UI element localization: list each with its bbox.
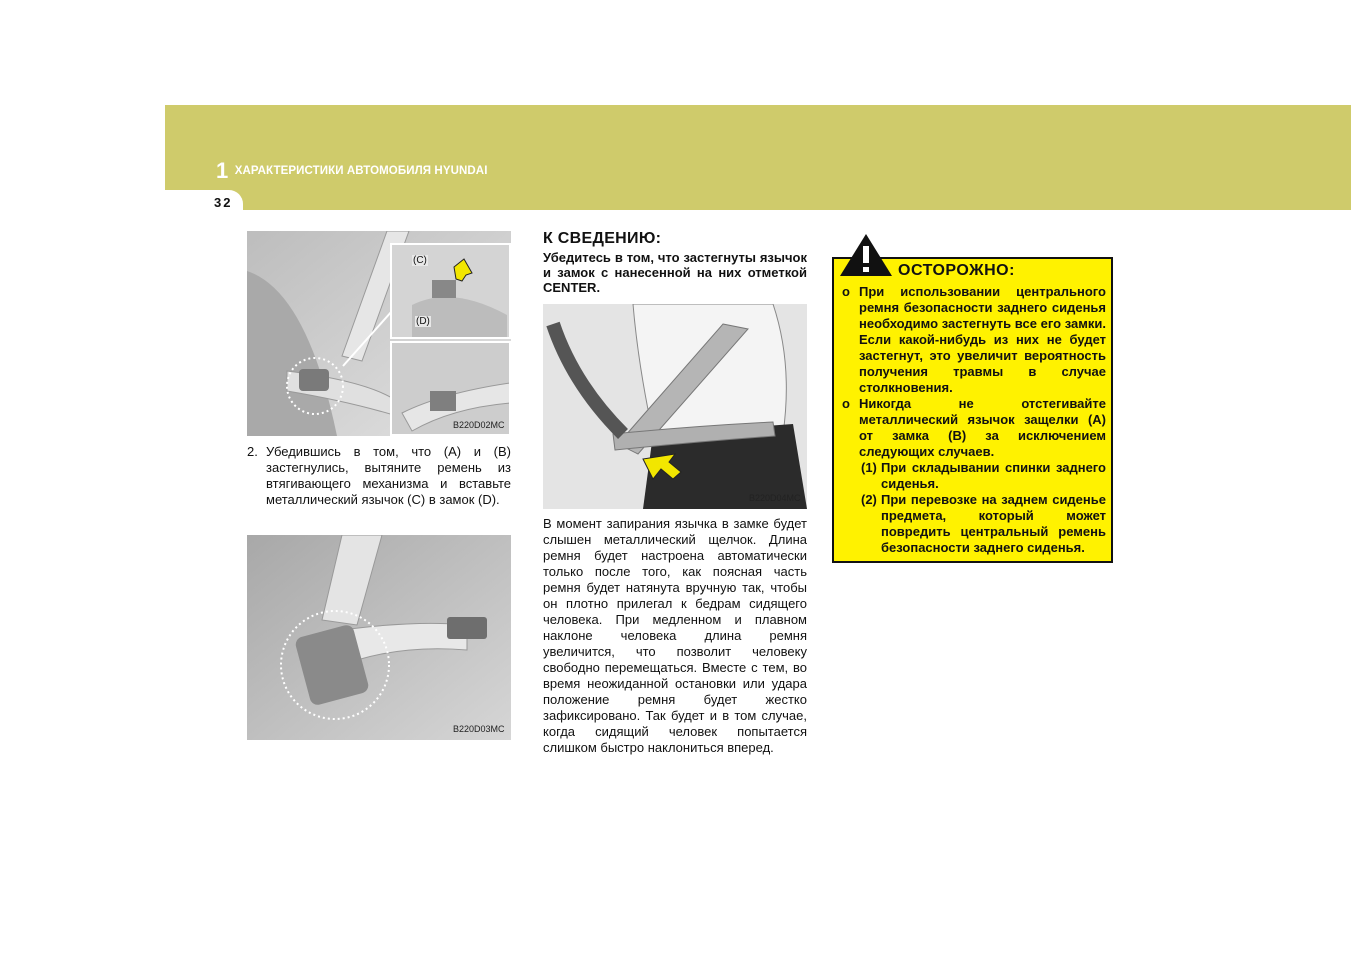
warning-item — [840, 284, 1106, 396]
main-text: В момент запирания язычка в замке будет слышен металлический щелчок. Длина ремня будет настроена автоматически только после того, как поясная часть ремня будет натянута вручную так, чтобы он плотно прилегал к бедрам сидящего человека. При медленном и плавном наклоне человека длина ремня увеличится, что позволит человеку свободно перемещаться. Вместе с тем, во время неожиданной остановки или удара положение ремня будет жестко зафиксировано. Так будет и в том случае, когда сидящий человек попытается слишком быстро наклониться вперед. — [543, 516, 807, 755]
label-c: (C) — [413, 255, 427, 266]
bullet: o — [842, 284, 850, 299]
warning-subitem — [840, 492, 1106, 556]
photo3-code: B220D04MC — [749, 493, 801, 503]
label-d: (D) — [416, 316, 430, 327]
note-body: Убедитесь в том, что застегнуты язычок и замок с нанесенной на них отметкой CENTER. — [543, 250, 807, 295]
chapter-number: 1 — [216, 158, 229, 183]
chapter-heading — [216, 158, 488, 184]
warning-subitem — [840, 460, 1106, 492]
warning-triangle-icon — [838, 232, 894, 278]
chapter-title: ХАРАКТЕРИСТИКИ АВТОМОБИЛЯ HYUNDAI — [234, 165, 488, 177]
photo-seatbelt-buckle — [247, 231, 511, 436]
subitem-number: (1) — [861, 460, 877, 475]
subitem-text: При складывании спинки заднего сиденья. — [881, 460, 1106, 491]
bullet: o — [842, 396, 850, 411]
warning-item — [840, 396, 1106, 460]
warning-list — [840, 284, 1106, 556]
photo-buckle-closeup — [247, 535, 511, 740]
warning-item-text: Никогда не отстегивайте металлический язычок защелки (A) от замка (B) за исключением следующих случаев. — [859, 396, 1106, 459]
subitem-text: При перевозке на заднем сиденье предмета, который может повредить центральный ремень безопасности заднего сиденья. — [881, 492, 1106, 555]
photo3-illustration — [543, 304, 807, 509]
photo1-code: B220D02MC — [453, 420, 505, 430]
step-2 — [247, 444, 511, 508]
subitem-number: (2) — [861, 492, 877, 507]
photo2-code: B220D03MC — [453, 724, 505, 734]
photo-person-fastening — [543, 304, 807, 509]
note-title: К СВЕДЕНИЮ: — [543, 230, 662, 247]
photo2-illustration — [247, 535, 511, 740]
warning-item-text: При использовании центрального ремня безопасности заднего сиденья необходимо застегнуть все его замки. Если какой-нибудь из них не будет застегнут, это увеличит вероятность получения травмы в случае столкновения. — [859, 284, 1106, 395]
inset-top — [390, 243, 511, 339]
step-number: 2. — [247, 444, 258, 459]
step-text: Убедившись в том, что (A) и (B) застегнулись, вытяните ремень из втягивающего механизма и вставьте металлический язычок (C) в замок (D). — [266, 444, 511, 507]
page-number: 32 — [214, 195, 233, 210]
inset-top-illustration — [392, 245, 511, 339]
warning-title: ОСТОРОЖНО: — [898, 262, 1015, 279]
